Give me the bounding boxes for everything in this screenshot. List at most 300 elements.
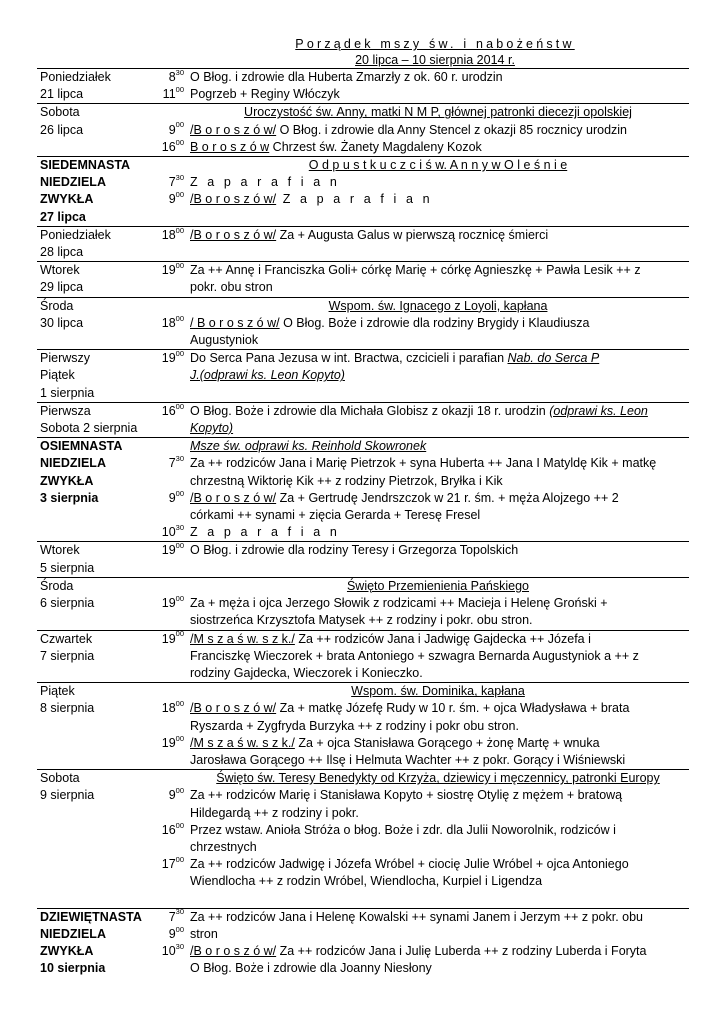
time-minutes: 30 xyxy=(175,454,184,464)
feast-name: Uroczystość św. Anny, matki N M P, głównej patronki diecezji opolskiej xyxy=(244,105,632,120)
page-subtitle: 20 lipca – 10 sierpnia 2014 r. xyxy=(355,53,515,67)
day-cell: Środa xyxy=(37,577,149,595)
time-cell xyxy=(149,683,187,701)
time-cell xyxy=(149,350,187,368)
intention-cell xyxy=(187,473,689,490)
intention-cell xyxy=(187,612,689,630)
time-cell xyxy=(149,839,187,856)
day-cell: 8 sierpnia xyxy=(40,701,95,716)
time-hour: 19 xyxy=(161,543,176,558)
schedule-row xyxy=(37,856,689,873)
time-hour: 16 xyxy=(161,822,176,837)
day-cell: Czwartek xyxy=(37,630,149,648)
intention-text: Za ++ rodziców Jana i Helenę Kowalski ++ synami Janem i Jerzym ++ z pokr. obu xyxy=(190,909,643,924)
time-cell xyxy=(149,908,187,926)
time-minutes: 00 xyxy=(175,924,184,934)
schedule-row xyxy=(37,367,689,384)
schedule-row xyxy=(37,648,689,665)
schedule-row xyxy=(37,943,689,960)
intention-text: Za + męża i ojca Jerzego Słowik z rodzicami ++ Macieja i Helenę Groński + xyxy=(190,596,608,611)
time-cell xyxy=(149,926,187,943)
day-cell: NIEDZIELA xyxy=(40,456,106,471)
time-minutes: 00 xyxy=(175,190,184,200)
schedule-row xyxy=(37,385,689,403)
time-cell xyxy=(149,209,187,227)
intention-cell xyxy=(187,805,689,822)
intention-cell xyxy=(187,297,689,315)
intention-cell xyxy=(187,648,689,665)
day-cell: NIEDZIELA xyxy=(40,175,106,190)
intention-text: Za ++ rodziców Jadwigę i Józefa Wróbel + ciocię Julie Wróbel + ojca Antoniego xyxy=(190,857,629,872)
schedule-row xyxy=(37,960,689,977)
intention-cell xyxy=(187,839,689,856)
schedule-row xyxy=(37,420,689,438)
intention-text: Z a p a r a f i a n xyxy=(190,175,340,190)
location-tag: /M s z a ś w. s z k./ xyxy=(190,735,295,750)
time-minutes: 30 xyxy=(175,67,184,77)
day-cell: Sobota 2 sierpnia xyxy=(40,421,138,436)
intention-cell xyxy=(187,700,689,717)
time-minutes: 00 xyxy=(175,733,184,743)
time-cell xyxy=(149,943,187,960)
location-tag: /B o r o s z ó w/ xyxy=(190,943,277,958)
time-cell xyxy=(149,630,187,648)
day-cell xyxy=(37,735,149,752)
time-cell xyxy=(149,279,187,297)
celebrant-note: (odprawi ks. Leon xyxy=(549,403,648,418)
intention-cell xyxy=(187,787,689,804)
day-cell: Poniedziałek xyxy=(37,69,149,87)
time-cell xyxy=(149,612,187,630)
schedule-row xyxy=(37,473,689,490)
day-cell xyxy=(37,139,149,157)
intention-text: O Błog. i zdrowie dla rodziny Teresy i Grzegorza Topolskich xyxy=(190,543,519,558)
intention-text: O Błog. Boże i zdrowie dla rodziny Brygidy i Klaudiusza xyxy=(279,315,590,330)
day-cell: Pierwsza xyxy=(37,402,149,420)
intention-text: Pogrzeb + Reginy Włóczyk xyxy=(190,87,340,102)
time-cell xyxy=(149,805,187,822)
intention-cell xyxy=(187,926,689,943)
day-cell: Poniedziałek xyxy=(37,226,149,244)
intention-cell xyxy=(187,542,689,560)
time-cell xyxy=(149,577,187,595)
intention-cell xyxy=(187,524,689,542)
schedule-row xyxy=(37,665,689,683)
day-cell: 28 lipca xyxy=(40,245,84,260)
schedule-row xyxy=(37,490,689,507)
schedule-row xyxy=(37,226,689,244)
intention-cell xyxy=(187,279,689,297)
intention-cell xyxy=(187,665,689,683)
schedule-row xyxy=(37,209,689,227)
time-cell xyxy=(149,332,187,350)
time-cell xyxy=(149,69,187,87)
time-hour: 16 xyxy=(161,139,176,154)
day-cell xyxy=(37,805,149,822)
intention-cell xyxy=(187,735,689,752)
time-hour: 8 xyxy=(168,70,176,84)
intention-text: pokr. obu stron xyxy=(190,280,273,295)
time-cell xyxy=(149,873,187,890)
day-cell: 1 sierpnia xyxy=(40,385,95,400)
time-minutes: 00 xyxy=(175,313,184,323)
day-cell: OSIEMNASTA xyxy=(37,438,149,456)
schedule-row xyxy=(37,402,689,420)
location-tag: /B o r o s z ó w/ xyxy=(190,122,277,137)
time-minutes: 30 xyxy=(175,173,184,183)
day-cell xyxy=(37,752,149,770)
time-minutes: 00 xyxy=(175,225,184,235)
intention-cell xyxy=(187,595,689,612)
time-minutes: 00 xyxy=(175,488,184,498)
intention-cell xyxy=(187,69,689,87)
schedule-row xyxy=(37,873,689,890)
day-cell: Sobota xyxy=(37,770,149,788)
time-minutes: 00 xyxy=(175,541,184,551)
intention-cell xyxy=(187,315,689,332)
intention-text: Jarosława Gorącego ++ Ilsę i Helmuta Wachter ++ z pokr. Gorący i Wiśniewski xyxy=(190,752,626,767)
day-cell xyxy=(37,524,149,542)
intention-cell xyxy=(187,960,689,977)
blank-cell xyxy=(37,891,149,909)
intention-cell xyxy=(187,367,689,384)
schedule-row xyxy=(37,297,689,315)
day-cell: 21 lipca xyxy=(40,87,84,102)
intention-cell xyxy=(187,402,689,420)
schedule-row xyxy=(37,822,689,839)
schedule-row xyxy=(37,455,689,472)
day-cell xyxy=(37,665,149,683)
intention-text: Wiendlocha ++ z rodzin Wróbel, Wiendlocha, Kurpiel i Ligendza xyxy=(190,874,543,889)
day-cell: 9 sierpnia xyxy=(40,788,95,803)
time-cell xyxy=(149,226,187,244)
intention-cell xyxy=(187,104,689,122)
time-cell xyxy=(149,157,187,175)
feast-name: Święto Przemienienia Pańskiego xyxy=(346,578,530,593)
schedule-row xyxy=(37,683,689,701)
blank-cell xyxy=(187,891,689,909)
day-cell xyxy=(37,612,149,630)
intention-text: Za ++ rodziców Jana i Julię Luberda ++ z rodziny Luberda i Foryta xyxy=(276,943,647,958)
time-cell xyxy=(149,718,187,735)
page-title: Porządek mszy św. i nabożeństw xyxy=(295,37,575,51)
intention-cell xyxy=(187,420,689,438)
schedule-row xyxy=(37,315,689,332)
blank-cell xyxy=(149,891,187,909)
time-cell xyxy=(149,648,187,665)
time-hour: 19 xyxy=(161,596,176,611)
intention-text: siostrzeńca Krzysztofa Matysek ++ z rodziny i pokr. obu stron. xyxy=(190,613,533,628)
time-hour: 9 xyxy=(168,926,176,941)
time-hour: 9 xyxy=(168,122,176,137)
intention-text: Za ++ rodziców Jana i Marię Pietrzok + syna Huberta ++ Jana I Matyldę Kik + matkę xyxy=(190,456,657,471)
time-cell xyxy=(149,700,187,717)
time-minutes: 00 xyxy=(175,854,184,864)
time-hour: 19 xyxy=(161,351,176,366)
time-minutes: 00 xyxy=(175,820,184,830)
intention-cell xyxy=(187,873,689,890)
time-minutes: 00 xyxy=(175,85,184,95)
time-minutes: 30 xyxy=(175,941,184,951)
time-minutes: 00 xyxy=(175,137,184,147)
time-hour: 16 xyxy=(161,403,176,418)
time-cell xyxy=(149,960,187,977)
time-cell xyxy=(149,139,187,157)
intention-cell xyxy=(187,122,689,139)
time-hour: 19 xyxy=(161,735,176,750)
intention-text: Za + Gertrudę Jendrszczok w 21 r. śm. + męża Alojzego ++ 2 xyxy=(276,490,619,505)
day-cell: Piątek xyxy=(37,683,149,701)
schedule-row xyxy=(37,139,689,157)
time-hour: 19 xyxy=(161,263,176,278)
time-minutes: 00 xyxy=(175,349,184,359)
feast-name: O d p u s t k u c z c i ś w. A n n y w O l e ś n i e xyxy=(308,158,568,173)
day-cell: ZWYKŁA xyxy=(40,943,94,958)
time-cell xyxy=(149,367,187,384)
time-cell xyxy=(149,507,187,524)
time-cell xyxy=(149,122,187,139)
location-tag: /B o r o s z ó w/ xyxy=(190,192,277,207)
schedule-row xyxy=(37,507,689,524)
schedule-row xyxy=(37,787,689,804)
schedule-row xyxy=(37,262,689,280)
intention-cell xyxy=(187,174,689,191)
time-minutes: 00 xyxy=(175,401,184,411)
time-hour: 19 xyxy=(161,631,176,646)
schedule-row xyxy=(37,560,689,578)
schedule-row xyxy=(37,122,689,139)
intention-cell xyxy=(187,209,689,227)
time-cell xyxy=(149,490,187,507)
time-hour: 7 xyxy=(168,909,176,924)
time-minutes: 30 xyxy=(175,523,184,533)
intention-cell xyxy=(187,244,689,262)
intention-text: O Błog. i zdrowie dla Huberta Zmarzły z ok. 60 r. urodzin xyxy=(190,70,503,84)
day-cell xyxy=(37,839,149,856)
day-cell: 26 lipca xyxy=(40,122,84,137)
intention-text: Za ++ rodziców Marię i Stanisława Kopyto + siostrę Otylię z mężem + bratową xyxy=(190,788,623,803)
time-hour: 18 xyxy=(161,701,176,716)
schedule-row xyxy=(37,718,689,735)
time-cell xyxy=(149,822,187,839)
schedule-row xyxy=(37,595,689,612)
schedule-row xyxy=(37,174,689,191)
intention-text: Za ++ Annę i Franciszka Goli+ córkę Marię + córkę Agnieszkę + Pawła Lesik ++ z xyxy=(190,263,641,278)
intention-text: Augustyniok xyxy=(190,333,259,348)
day-cell: DZIEWIĘTNASTA xyxy=(37,908,149,926)
day-cell xyxy=(37,822,149,839)
intention-text: Ryszarda + Zygfryda Burzyka ++ z rodziny i pokr obu stron. xyxy=(190,718,519,733)
time-cell xyxy=(149,86,187,104)
day-cell: 10 sierpnia xyxy=(40,961,106,976)
intention-cell xyxy=(187,191,689,208)
time-cell xyxy=(149,174,187,191)
day-cell: Piątek xyxy=(40,368,75,383)
intention-cell xyxy=(187,822,689,839)
intention-text: Hildegardą ++ z rodziny i pokr. xyxy=(190,805,359,820)
intention-text: córkami ++ synami + zięcia Gerarda + Teresę Fresel xyxy=(190,508,481,523)
time-minutes: 00 xyxy=(175,120,184,130)
intention-text: O Błog. Boże i zdrowie dla Michała Globisz z okazji 18 r. urodzin xyxy=(190,403,550,418)
schedule-row xyxy=(37,279,689,297)
intention-text: Za + Augusta Galus w pierwszą rocznicę śmierci xyxy=(276,227,549,242)
time-cell xyxy=(149,473,187,490)
day-cell: Wtorek xyxy=(37,542,149,560)
intention-text: chrzestnych xyxy=(190,839,257,854)
time-cell xyxy=(149,420,187,438)
day-cell: NIEDZIELA xyxy=(40,926,106,941)
intention-cell xyxy=(187,577,689,595)
location-tag: /B o r o s z ó w/ xyxy=(190,490,277,505)
intention-text: rodziny Gajdecka, Wieczorek i Konieczko. xyxy=(190,665,423,680)
time-cell xyxy=(149,735,187,752)
time-cell xyxy=(149,191,187,208)
day-cell xyxy=(37,718,149,735)
time-hour: 9 xyxy=(168,788,176,803)
location-tag: /B o r o s z ó w/ xyxy=(190,227,277,242)
schedule-row xyxy=(37,612,689,630)
intention-text: stron xyxy=(190,926,218,941)
schedule-row xyxy=(37,839,689,856)
intention-cell xyxy=(187,350,689,368)
day-cell: 6 sierpnia xyxy=(40,596,95,611)
day-cell: Środa xyxy=(37,297,149,315)
time-cell xyxy=(149,455,187,472)
day-cell: 27 lipca xyxy=(40,209,86,224)
schedule-row xyxy=(37,752,689,770)
intention-cell xyxy=(187,438,689,456)
schedule-row xyxy=(37,735,689,752)
intention-cell xyxy=(187,908,689,926)
intention-text: Franciszkę Wieczorek + brata Antoniego + szwagra Bernarda Augustyniok a ++ z xyxy=(190,648,639,663)
time-minutes: 00 xyxy=(175,261,184,271)
schedule-row xyxy=(37,104,689,122)
intention-text: Przez wstaw. Anioła Stróża o błog. Boże i zdr. dla Julii Noworolnik, rodziców i xyxy=(190,822,616,837)
time-hour: 10 xyxy=(161,525,176,540)
schedule-row xyxy=(37,926,689,943)
celebrant-note: Msze św. odprawi ks. Reinhold Skowronek xyxy=(190,439,427,454)
feast-name: Święto św. Teresy Benedykty od Krzyża, dziewicy i męczennicy, patronki Europy xyxy=(216,771,660,786)
day-cell: 30 lipca xyxy=(40,315,84,330)
time-hour: 18 xyxy=(161,227,176,242)
intention-cell xyxy=(187,385,689,403)
intention-text: Z a p a r a f i a n xyxy=(190,525,340,540)
celebrant-note: Kopyto) xyxy=(190,421,234,436)
time-hour: 10 xyxy=(161,943,176,958)
time-cell xyxy=(149,244,187,262)
schedule-row xyxy=(37,157,689,175)
intention-text: Z a p a r a f i a n xyxy=(276,192,433,207)
time-cell xyxy=(149,297,187,315)
day-cell xyxy=(37,856,149,873)
schedule-row xyxy=(37,332,689,350)
day-cell: SIEDEMNASTA xyxy=(37,157,149,175)
time-cell xyxy=(149,402,187,420)
schedule-row xyxy=(37,908,689,926)
time-cell xyxy=(149,315,187,332)
day-cell: Pierwszy xyxy=(37,350,149,368)
schedule-row xyxy=(37,577,689,595)
day-cell: 3 sierpnia xyxy=(40,490,99,505)
time-cell xyxy=(149,752,187,770)
intention-cell xyxy=(187,226,689,244)
intention-cell xyxy=(187,630,689,648)
time-cell xyxy=(149,262,187,280)
time-cell xyxy=(149,542,187,560)
intention-cell xyxy=(187,455,689,472)
schedule-row xyxy=(37,524,689,542)
time-cell xyxy=(149,856,187,873)
location-tag: /M s z a ś w. s z k./ xyxy=(190,631,295,646)
intention-text: O Błog. Boże i zdrowie dla Joanny Niesłony xyxy=(190,961,432,976)
time-hour: 9 xyxy=(168,490,176,505)
time-minutes: 00 xyxy=(175,629,184,639)
intention-cell xyxy=(187,560,689,578)
schedule-row xyxy=(37,69,689,87)
intention-cell xyxy=(187,262,689,280)
time-cell xyxy=(149,524,187,542)
time-hour: 11 xyxy=(162,87,176,102)
day-cell: ZWYKŁA xyxy=(40,192,94,207)
intention-text: O Błog. i zdrowie dla Anny Stencel z okazji 85 rocznicy urodzin xyxy=(276,122,628,137)
time-minutes: 00 xyxy=(175,593,184,603)
feast-name: Wspom. św. Ignacego z Loyoli, kapłana xyxy=(328,298,548,313)
time-cell xyxy=(149,665,187,683)
intention-cell xyxy=(187,683,689,701)
day-cell: 7 sierpnia xyxy=(40,648,95,663)
intention-text: chrzestną Wiktorię Kik ++ z rodziny Pietrzok, Bryłka i Kik xyxy=(190,473,503,488)
time-hour: 7 xyxy=(168,456,176,471)
location-tag: B o r o s z ó w xyxy=(190,139,270,154)
intention-cell xyxy=(187,86,689,104)
intention-cell xyxy=(187,856,689,873)
schedule-row xyxy=(37,438,689,456)
day-cell xyxy=(37,873,149,890)
time-minutes: 00 xyxy=(175,699,184,709)
schedule-row xyxy=(37,700,689,717)
celebrant-note: Nab. do Serca P xyxy=(507,351,600,366)
schedule-row xyxy=(37,891,689,909)
celebrant-note: J.(odprawi ks. Leon Kopyto) xyxy=(190,368,345,383)
schedule-row xyxy=(37,191,689,208)
schedule-body xyxy=(37,69,689,978)
schedule-row xyxy=(37,86,689,104)
intention-cell xyxy=(187,752,689,770)
schedule-row xyxy=(37,542,689,560)
day-cell: ZWYKŁA xyxy=(40,473,94,488)
location-tag: / B o r o s z ó w/ xyxy=(190,315,280,330)
intention-cell xyxy=(187,943,689,960)
intention-text: Do Serca Pana Jezusa w int. Bractwa, czcicieli i parafian xyxy=(190,351,508,366)
time-cell xyxy=(149,787,187,804)
location-tag: /B o r o s z ó w/ xyxy=(190,701,277,716)
intention-cell xyxy=(187,139,689,157)
schedule-row xyxy=(37,770,689,788)
intention-text: Za + ojca Stanisława Gorącego + żonę Martę + wnuka xyxy=(294,735,600,750)
intention-text: Chrzest św. Żanety Magdaleny Kozok xyxy=(269,139,482,154)
intention-text: Za + matkę Józefę Rudy w 10 r. śm. + ojca Władysława + brata xyxy=(276,701,630,716)
intention-cell xyxy=(187,490,689,507)
time-cell xyxy=(149,438,187,456)
time-hour: 17 xyxy=(161,857,176,872)
schedule-row xyxy=(37,805,689,822)
day-cell: Wtorek xyxy=(37,262,149,280)
time-hour: 9 xyxy=(168,192,176,207)
schedule-row xyxy=(37,350,689,368)
time-hour: 18 xyxy=(161,315,176,330)
day-cell: 29 lipca xyxy=(40,280,84,295)
time-cell xyxy=(149,104,187,122)
